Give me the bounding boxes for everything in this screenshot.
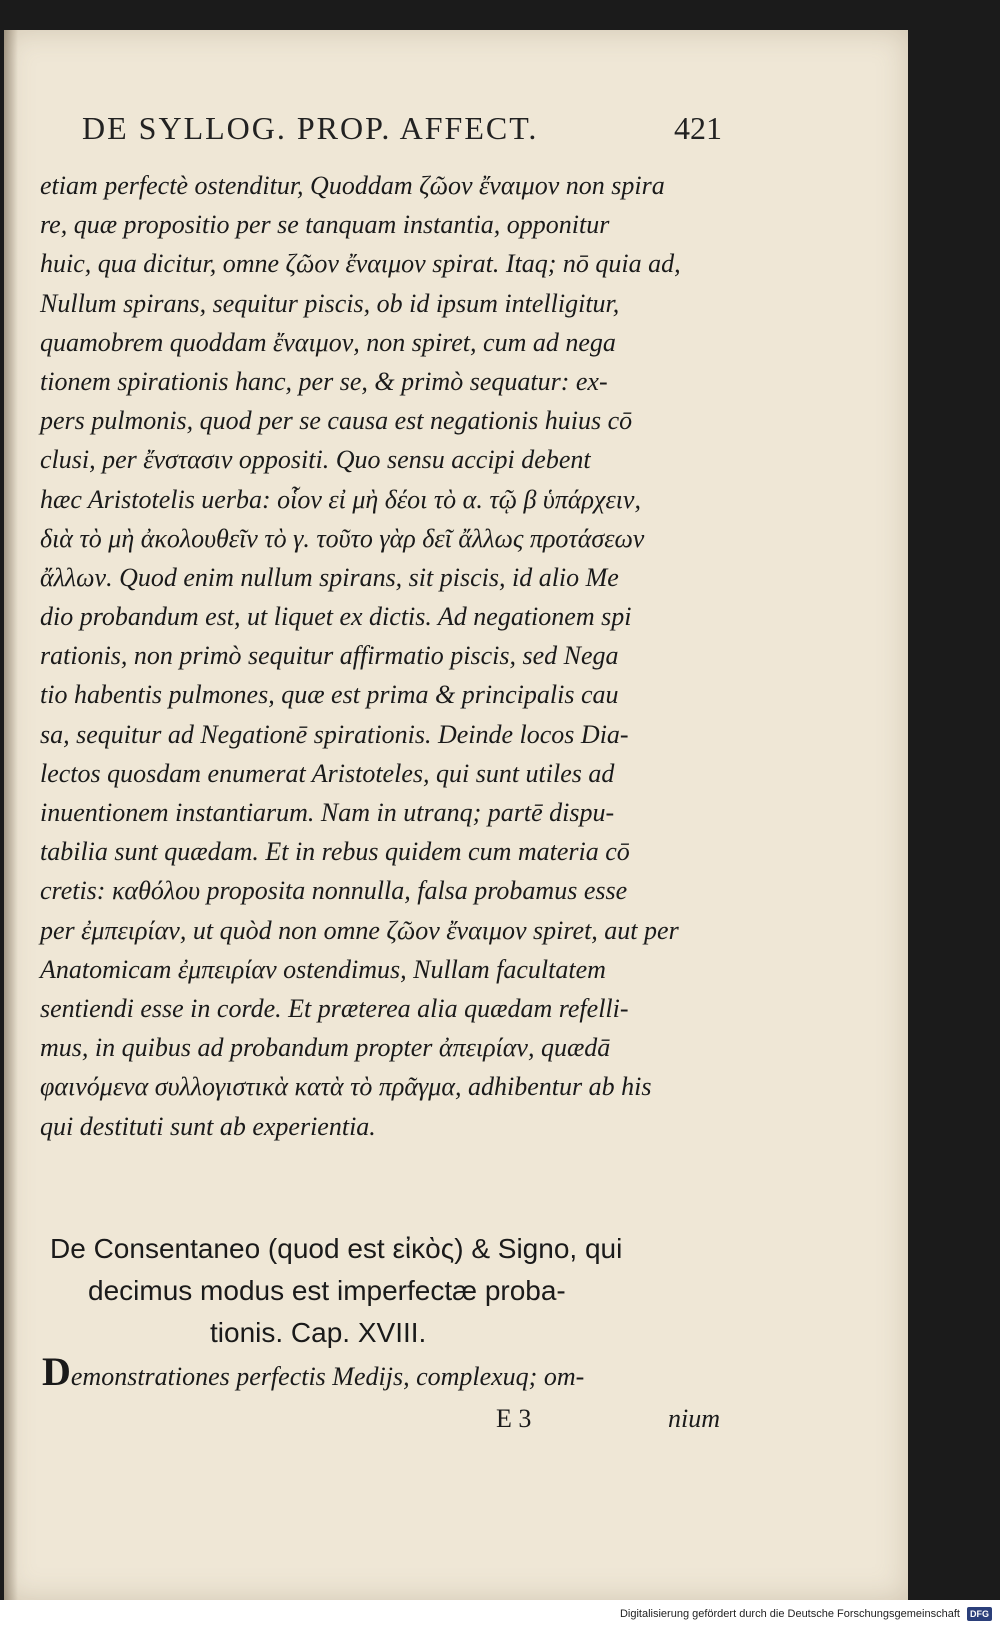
running-head-title: DE SYLLOG. PROP. AFFECT. xyxy=(82,110,539,146)
text-line: tio habentis pulmones, quæ est prima & principalis cau xyxy=(40,680,619,710)
running-head xyxy=(82,98,722,158)
text-line: sentiendi esse in corde. Et præterea alia quædam refelli- xyxy=(40,993,629,1023)
text-line: huic, qua dicitur, omne ζῶον ἔναιμον spirat. Itaq; nō quia ad, xyxy=(40,249,681,279)
dfg-logo: DFG xyxy=(967,1607,992,1621)
opening-line-text: emonstrationes perfectis Medijs, complexuq; om- xyxy=(70,1362,585,1391)
text-line: etiam perfectè ostenditur, Quoddam ζῶον ἔναιμον non spira xyxy=(40,171,665,200)
chapter-opening-line xyxy=(42,1349,722,1397)
text-line: ἄλλων. Quod enim nullum spirans, sit piscis, id alio Me xyxy=(40,562,619,592)
catchword: nium xyxy=(668,1404,720,1433)
text-line: cretis: καθόλου proposita nonnulla, falsa probamus esse xyxy=(40,876,628,906)
text-line: sa, sequitur ad Negationē spirationis. Deinde locos Dia- xyxy=(40,719,629,749)
text-line: mus, in quibus ad probandum propter ἀπειρίαν, quædā xyxy=(40,1033,611,1063)
text-line: re, quæ propositio per se tanquam instantia, opponitur xyxy=(40,210,610,240)
text-line: rationis, non primò sequitur affirmatio piscis, sed Nega xyxy=(40,641,619,671)
gutter-shadow xyxy=(4,30,18,1600)
initial-letter: D xyxy=(42,1349,71,1394)
text-line: hæc Aristotelis uerba: οἷον εἰ μὴ δέοι τὸ α. τῷ β ὑπάρχειν, xyxy=(40,484,641,514)
credit-text: Digitalisierung gefördert durch die Deutsche Forschungsgemeinschaft xyxy=(619,1608,960,1621)
chapter-heading-line: decimus modus est imperfectæ proba- xyxy=(88,1275,566,1306)
digitization-credit xyxy=(620,1603,992,1625)
text-line: pers pulmonis, quod per se causa est negationis huius cō xyxy=(40,406,633,436)
body-paragraph xyxy=(40,166,720,1146)
chapter-heading xyxy=(40,1228,720,1354)
direction-line xyxy=(40,1400,720,1440)
text-line: Anatomicam ἐμπειρίαν ostendimus, Nullam facultatem xyxy=(40,954,606,984)
text-line: tabilia sunt quædam. Et in rebus quidem cum materia cō xyxy=(40,837,630,867)
page-number: 421 xyxy=(674,110,722,146)
chapter-heading-line: tionis. Cap. XVIII. xyxy=(210,1317,427,1348)
text-line: quamobrem quoddam ἔναιμον, non spiret, cum ad nega xyxy=(40,327,616,357)
text-line: clusi, per ἔνστασιν oppositi. Quo sensu accipi debent xyxy=(40,445,591,475)
signature-mark: E 3 xyxy=(496,1404,532,1433)
text-line: per ἐμπειρίαν, ut quòd non omne ζῶον ἔναιμον spiret, aut per xyxy=(40,915,679,945)
text-line: Nullum spirans, sequitur piscis, ob id ipsum intelligitur, xyxy=(40,288,620,318)
text-line: lectos quosdam enumerat Aristoteles, qui sunt utiles ad xyxy=(40,758,615,788)
text-line: dio probandum est, ut liquet ex dictis. Ad negationem spi xyxy=(40,602,632,632)
text-line: inuentionem instantiarum. Nam in utranq; partē dispu- xyxy=(40,798,615,827)
text-line: tionem spirationis hanc, per se, & primò sequatur: ex- xyxy=(40,366,608,396)
text-line: διὰ τὸ μὴ ἀκολουθεῖν τὸ γ. τοῦτο γὰρ δεῖ ἄλλως προτάσεων xyxy=(40,523,645,553)
text-line: qui destituti sunt ab experientia. xyxy=(40,1111,376,1141)
chapter-heading-line: De Consentaneo (quod est εἰκὸς) & Signo, qui xyxy=(50,1233,623,1264)
text-line: φαινόμενα συλλογιστικὰ κατὰ τὸ πρᾶγμα, adhibentur ab his xyxy=(40,1072,652,1102)
